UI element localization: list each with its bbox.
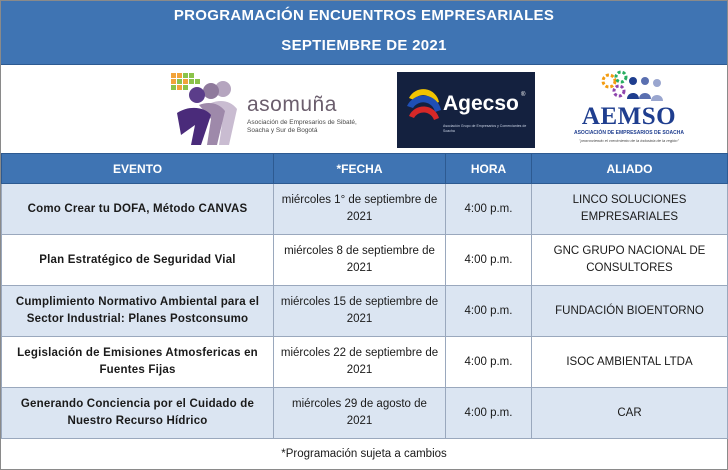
time-cell: 4:00 p.m. bbox=[446, 286, 532, 337]
ally-cell: LINCO SOLUCIONES EMPRESARIALES bbox=[532, 184, 728, 235]
ally-cell: CAR bbox=[532, 388, 728, 439]
table-header-row bbox=[2, 154, 728, 184]
table-row bbox=[2, 235, 728, 286]
aemso-people-gears-icon bbox=[569, 69, 689, 105]
date-cell: miércoles 8 de septiembre de 2021 bbox=[274, 235, 446, 286]
aemso-tagline: "promoviendo el crecimiento de la industria de la región" bbox=[579, 138, 679, 143]
ally-cell: ISOC AMBIENTAL LTDA bbox=[532, 337, 728, 388]
agecso-registered-mark: ® bbox=[521, 92, 526, 98]
ally-cell: FUNDACIÓN BIOENTORNO bbox=[532, 286, 728, 337]
date-cell: miércoles 22 de septiembre de 2021 bbox=[274, 337, 446, 388]
date-cell: miércoles 15 de septiembre de 2021 bbox=[274, 286, 446, 337]
column-header-hora: HORA bbox=[446, 154, 532, 184]
column-header-fecha: *FECHA bbox=[274, 154, 446, 184]
title-banner bbox=[1, 1, 727, 65]
asomuna-logo bbox=[165, 69, 365, 149]
agecso-name: Agecso bbox=[443, 92, 519, 115]
asomuna-name: asomuña bbox=[247, 93, 337, 116]
schedule-note: *Programación sujeta a cambios bbox=[1, 438, 727, 469]
agecso-flag-icon bbox=[401, 72, 445, 148]
table-row bbox=[2, 337, 728, 388]
column-header-aliado: ALIADO bbox=[532, 154, 728, 184]
events-table bbox=[1, 153, 728, 439]
ally-cell: GNC GRUPO NACIONAL DE CONSULTORES bbox=[532, 235, 728, 286]
table-row bbox=[2, 388, 728, 439]
column-header-evento: EVENTO bbox=[2, 154, 274, 184]
time-cell: 4:00 p.m. bbox=[446, 337, 532, 388]
event-cell: Plan Estratégico de Seguridad Vial bbox=[2, 235, 274, 286]
aemso-name: AEMSO bbox=[581, 103, 677, 130]
event-cell: Cumplimiento Normativo Ambiental para el Sector Industrial: Planes Postconsumo bbox=[2, 286, 274, 337]
page-subtitle: SEPTIEMBRE DE 2021 bbox=[281, 37, 447, 54]
asomuna-subtitle: Asociación de Empresarios de Sibaté, Soacha y Sur de Bogotá bbox=[247, 119, 357, 134]
asomuna-figures-icon bbox=[165, 69, 247, 149]
logo-strip bbox=[1, 65, 727, 153]
agecso-logo bbox=[397, 72, 535, 148]
event-cell: Legislación de Emisiones Atmosfericas en Fuentes Fijas bbox=[2, 337, 274, 388]
time-cell: 4:00 p.m. bbox=[446, 235, 532, 286]
table-row bbox=[2, 184, 728, 235]
time-cell: 4:00 p.m. bbox=[446, 388, 532, 439]
page-title: PROGRAMACIÓN ENCUENTROS EMPRESARIALES bbox=[173, 7, 555, 24]
time-cell: 4:00 p.m. bbox=[446, 184, 532, 235]
aemso-logo bbox=[569, 69, 689, 149]
table-row bbox=[2, 286, 728, 337]
agecso-subtitle: Asociación Grupo de Empresarios y Comerciantes de Soacha bbox=[443, 124, 527, 133]
date-cell: miércoles 29 de agosto de 2021 bbox=[274, 388, 446, 439]
event-cell: Como Crear tu DOFA, Método CANVAS bbox=[2, 184, 274, 235]
aemso-subtitle: ASOCIACIÓN DE EMPRESARIOS DE SOACHA bbox=[573, 130, 684, 136]
event-cell: Generando Conciencia por el Cuidado de Nuestro Recurso Hídrico bbox=[2, 388, 274, 439]
date-cell: miércoles 1° de septiembre de 2021 bbox=[274, 184, 446, 235]
